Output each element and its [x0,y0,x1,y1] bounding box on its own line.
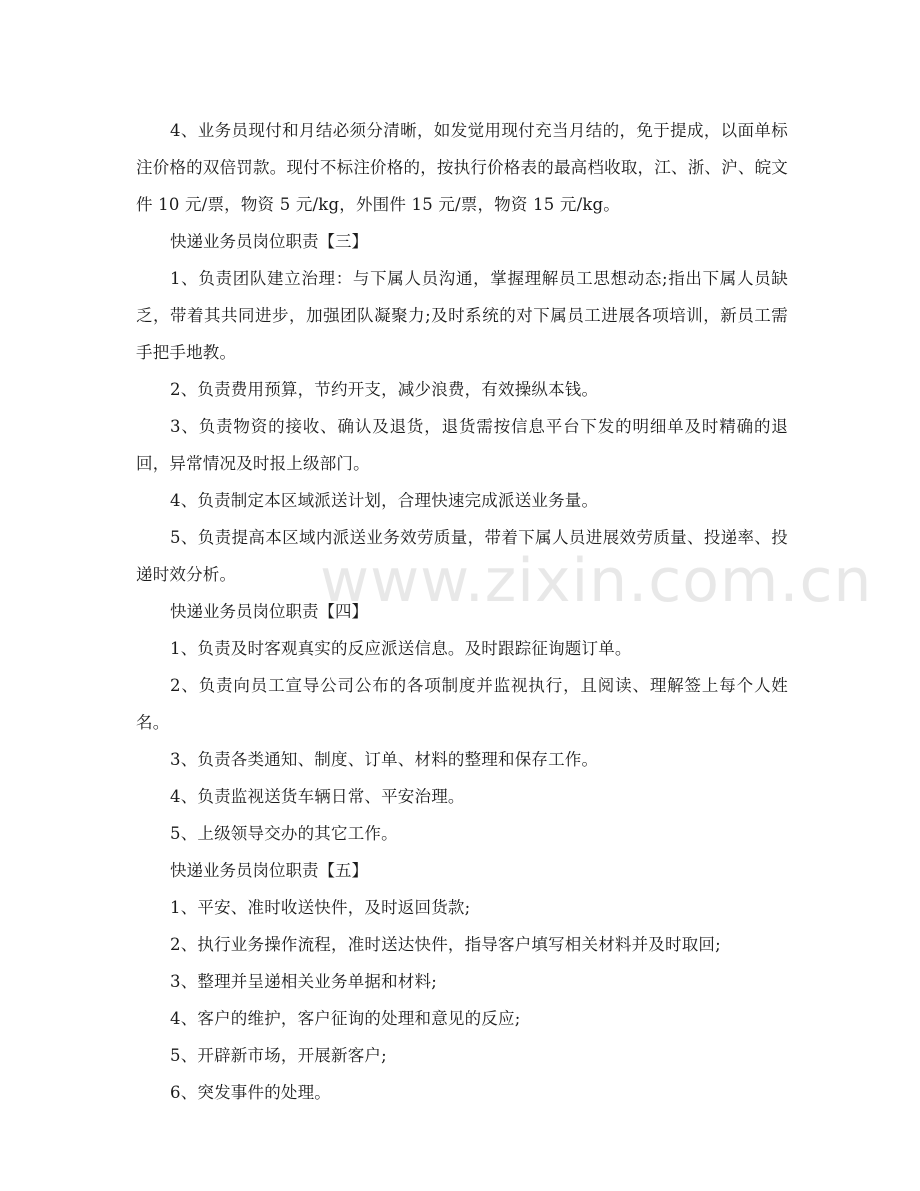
paragraph: 1、负责及时客观真实的反应派送信息。及时跟踪征询题订单。 [170,639,632,658]
paragraph: 1、平安、准时收送快件，及时返回货款; [170,898,471,917]
section-heading: 快递业务员岗位职责【五】 [170,861,368,880]
paragraph: 3、负责各类通知、制度、订单、材料的整理和保存工作。 [170,750,599,769]
watermark: www.zixin.com.cn [320,546,873,616]
paragraph: 3、负责物资的接收、确认及退货，退货需按信息平台下发的明细单及时精确的退回，异常情况及时报上级部门。 [136,417,788,473]
document-body [136,112,788,1111]
paragraph: 2、执行业务操作流程，准时送达快件，指导客户填写相关材料并及时取回; [170,935,721,954]
paragraph: 3、整理并呈递相关业务单据和材料; [170,972,437,991]
paragraph: 5、上级领导交办的其它工作。 [170,824,398,843]
paragraph: 2、负责费用预算，节约开支，减少浪费，有效操纵本钱。 [170,380,599,399]
paragraph: 4、客户的维护，客户征询的处理和意见的反应; [170,1009,521,1028]
section-heading: 快递业务员岗位职责【四】 [170,602,368,621]
paragraph: 6、突发事件的处理。 [170,1083,331,1102]
paragraph: 5、开辟新市场，开展新客户; [170,1046,387,1065]
paragraph: 5、负责提高本区域内派送业务效劳质量，带着下属人员进展效劳质量、投递率、投递时效分析。 [136,528,788,584]
paragraph: 2、负责向员工宣导公司公布的各项制度并监视执行，且阅读、理解签上每个人姓名。 [136,676,788,732]
paragraph: 4、负责监视送货车辆日常、平安治理。 [170,787,465,806]
paragraph: 4、业务员现付和月结必须分清晰，如发觉用现付充当月结的，免于提成，以面单标注价格的双倍罚款。现付不标注价格的，按执行价格表的最高档收取，江、浙、沪、皖文件 10 元/票，物资 5 元/kg，外围件 15 元/票，物资 15 元/kg。 [136,121,788,214]
paragraph: 1、负责团队建立治理：与下属人员沟通，掌握理解员工思想动态;指出下属人员缺乏，带着其共同进步，加强团队凝聚力;及时系统的对下属员工进展各项培训，新员工需手把手地教。 [136,269,788,362]
paragraph: 4、负责制定本区域派送计划，合理快速完成派送业务量。 [170,491,599,510]
section-heading: 快递业务员岗位职责【三】 [170,232,368,251]
